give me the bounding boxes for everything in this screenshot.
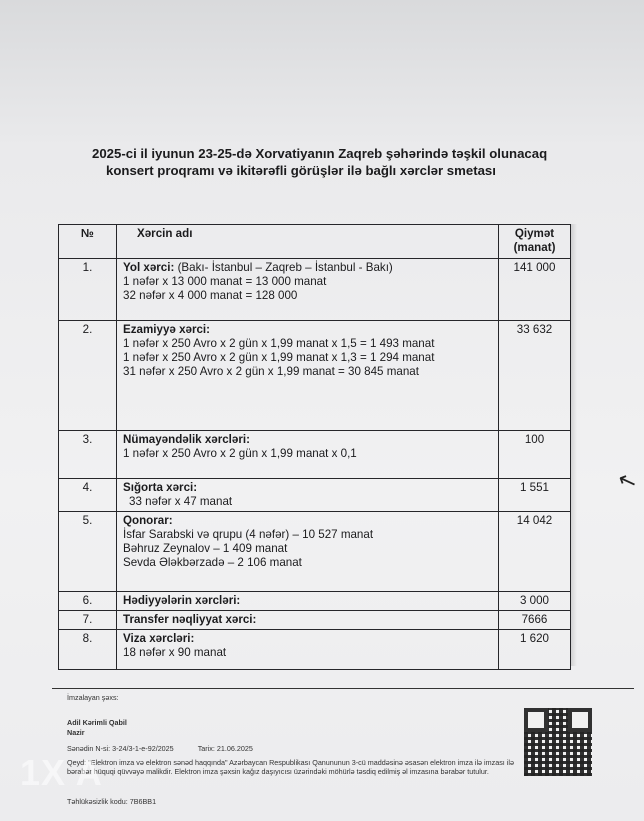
row-label: Viza xərcləri: xyxy=(123,632,195,645)
row-description xyxy=(117,479,499,512)
table-row xyxy=(59,630,571,670)
row-detail-line: 1 nəfər x 250 Avro x 2 gün x 1,99 manat x 1,5 = 1 493 manat xyxy=(123,337,435,350)
row-description xyxy=(117,630,499,670)
mouse-cursor-icon: ↖ xyxy=(614,465,640,496)
header-no: № xyxy=(59,225,117,259)
expense-table xyxy=(58,224,571,670)
row-label: Sığorta xərci: xyxy=(123,481,198,494)
row-label: Nümayəndəlik xərcləri: xyxy=(123,433,250,446)
row-label: Ezamiyyə xərci: xyxy=(123,323,211,336)
row-description xyxy=(117,592,499,611)
row-price: 14 042 xyxy=(499,512,571,592)
title-line-2: konsert proqramı və ikitərəfli görüşlər ilə bağlı xərclər smetası xyxy=(106,163,496,178)
row-price: 33 632 xyxy=(499,321,571,431)
signer-role: Nazir xyxy=(67,728,85,737)
row-number: 4. xyxy=(59,479,117,512)
row-number: 3. xyxy=(59,431,117,479)
title-line-1: 2025-ci il iyunun 23-25-də Xorvatiyanın Zaqreb şəhərində təşkil olunacaq xyxy=(92,146,548,161)
table-row xyxy=(59,479,571,512)
row-description xyxy=(117,321,499,431)
row-number: 1. xyxy=(59,259,117,321)
row-detail-line: 33 nəfər x 47 manat xyxy=(129,495,233,508)
row-detail-line: Sevda Ələkbərzadə – 2 106 manat xyxy=(123,556,302,569)
row-detail-line: 32 nəfər x 4 000 manat = 128 000 xyxy=(123,289,298,302)
row-price: 1 620 xyxy=(499,630,571,670)
qr-code-icon xyxy=(524,708,592,776)
header-price-line-1: Qiymət xyxy=(514,227,555,240)
table-row xyxy=(59,259,571,321)
row-price: 141 000 xyxy=(499,259,571,321)
signer-label: İmzalayan şəxs: xyxy=(67,693,119,702)
row-description xyxy=(117,611,499,630)
row-detail-line: 1 nəfər x 250 Avro x 2 gün x 1,99 manat x 1,3 = 1 294 manat xyxy=(123,351,435,364)
table-row xyxy=(59,431,571,479)
row-detail-line: 31 nəfər x 250 Avro x 2 gün x 1,99 manat = 30 845 manat xyxy=(123,365,419,378)
legal-note: Qeyd: "Elektron imza və elektron sənəd haqqında" Azərbaycan Respublikası Qanununun 3-cü maddəsinə əsasən elektron imza ilə imzası ilə bərabər hüquqi qüvvəyə malikdir. Elektron imza şəxsin kağız daşıyıcısı üzərindəki möhürlə təsdiq edilmiş əl imzasına bərabər tutulur. xyxy=(67,758,514,776)
row-detail-line: 1 nəfər x 250 Avro x 2 gün x 1,99 manat x 0,1 xyxy=(123,447,357,460)
row-detail-line: 18 nəfər x 90 manat xyxy=(123,646,227,659)
watermark: 1X A xyxy=(20,752,103,793)
row-number: 6. xyxy=(59,592,117,611)
row-label-suffix: (Bakı- İstanbul – Zaqreb – İstanbul - Bakı) xyxy=(174,261,393,274)
row-label: Transfer nəqliyyat xərci: xyxy=(123,613,257,626)
row-price: 100 xyxy=(499,431,571,479)
row-description xyxy=(117,431,499,479)
header-price xyxy=(499,225,571,259)
row-number: 8. xyxy=(59,630,117,670)
page-edge-shadow xyxy=(571,224,577,666)
table-row xyxy=(59,592,571,611)
row-detail-line: Bəhruz Zeynalov – 1 409 manat xyxy=(123,542,288,555)
header-name: Xərcin adı xyxy=(117,225,499,259)
document-title xyxy=(92,145,592,179)
document-date: Tarix: 21.06.2025 xyxy=(197,744,253,753)
table-header-row xyxy=(59,225,571,259)
signature-divider xyxy=(52,688,634,689)
row-number: 5. xyxy=(59,512,117,592)
row-number: 2. xyxy=(59,321,117,431)
row-detail-line: İsfar Sarabski və qrupu (4 nəfər) – 10 527 manat xyxy=(123,528,374,541)
row-label: Yol xərci: xyxy=(123,261,175,274)
header-price-line-2: (manat) xyxy=(513,241,556,254)
row-description xyxy=(117,512,499,592)
row-price: 1 551 xyxy=(499,479,571,512)
row-label: Hədiyyələrin xərcləri: xyxy=(123,594,241,607)
table-row xyxy=(59,611,571,630)
row-description xyxy=(117,259,499,321)
table-row xyxy=(59,512,571,592)
table-row xyxy=(59,321,571,431)
row-number: 7. xyxy=(59,611,117,630)
row-label: Qonorar: xyxy=(123,514,173,527)
row-price: 3 000 xyxy=(499,592,571,611)
document-number: Sənədin N-si: 3-24/3-1-e-92/2025 xyxy=(67,744,174,753)
signer-name: Adil Kərimli Qabil xyxy=(67,718,127,727)
row-price: 7666 xyxy=(499,611,571,630)
security-code: Təhlükəsizlik kodu: 7B6BB1 xyxy=(67,797,157,806)
row-detail-line: 1 nəfər x 13 000 manat = 13 000 manat xyxy=(123,275,327,288)
